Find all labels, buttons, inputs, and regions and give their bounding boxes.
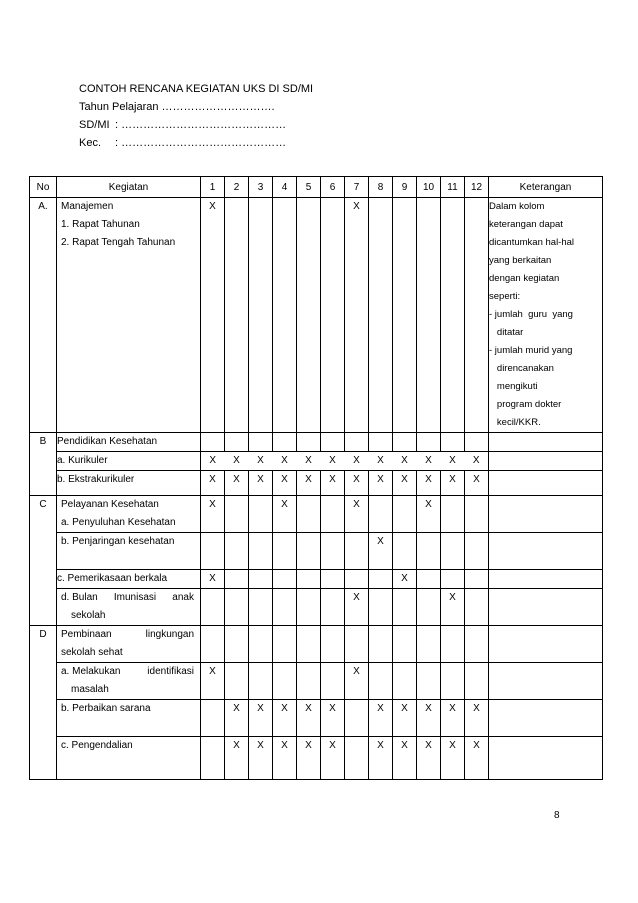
- month-mark: [249, 198, 273, 433]
- keterangan-line: Dalam kolom: [489, 201, 545, 212]
- activity-item-continued: sekolah: [71, 610, 106, 621]
- month-mark: [297, 589, 321, 626]
- keterangan-line: seperti:: [489, 291, 521, 302]
- month-mark: X: [345, 663, 369, 700]
- month-mark: [345, 700, 369, 737]
- month-mark: X: [417, 700, 441, 737]
- month-mark: [321, 496, 345, 533]
- month-mark: [273, 570, 297, 589]
- month-mark: [321, 589, 345, 626]
- month-mark: X: [297, 737, 321, 780]
- month-mark: X: [345, 452, 369, 471]
- month-mark: X: [201, 663, 225, 700]
- month-mark: [417, 533, 441, 570]
- header-kegiatan: Kegiatan: [57, 177, 201, 198]
- month-mark: [249, 663, 273, 700]
- header-month: 11: [441, 177, 465, 198]
- month-mark: X: [201, 198, 225, 433]
- table-row: [30, 663, 603, 700]
- table-row: [30, 452, 603, 471]
- month-mark: X: [273, 700, 297, 737]
- month-mark: X: [393, 570, 417, 589]
- sdmi-value: : ………………………………………: [115, 119, 287, 131]
- section-number: B: [30, 433, 57, 496]
- month-mark: X: [249, 452, 273, 471]
- table-row: [30, 198, 603, 433]
- month-mark: [201, 533, 225, 570]
- month-mark: X: [345, 496, 369, 533]
- table-row: [30, 570, 603, 589]
- section-number: A.: [30, 198, 57, 433]
- month-mark: [441, 663, 465, 700]
- month-mark: X: [345, 471, 369, 496]
- month-mark: [441, 198, 465, 433]
- activity-item: c. Pengendalian: [61, 740, 133, 751]
- month-mark: X: [273, 737, 297, 780]
- month-mark: [393, 533, 417, 570]
- month-mark: [417, 589, 441, 626]
- month-mark: X: [441, 737, 465, 780]
- sdmi-label: SD/MI: [79, 119, 110, 131]
- month-mark: [369, 570, 393, 589]
- activity-cell: [57, 589, 201, 626]
- month-mark: [465, 570, 489, 589]
- header-month: 9: [393, 177, 417, 198]
- month-mark: [393, 663, 417, 700]
- month-mark: [249, 570, 273, 589]
- month-mark: X: [441, 589, 465, 626]
- month-mark: X: [441, 471, 465, 496]
- activity-item-continued: masalah: [71, 684, 109, 695]
- table-row: [30, 737, 603, 780]
- month-mark: X: [417, 737, 441, 780]
- section-title: Manajemen: [61, 201, 114, 212]
- month-mark: X: [465, 700, 489, 737]
- month-mark: [465, 533, 489, 570]
- month-mark: X: [465, 452, 489, 471]
- month-mark: [201, 589, 225, 626]
- month-mark: X: [345, 589, 369, 626]
- month-mark: X: [297, 700, 321, 737]
- month-mark: X: [201, 496, 225, 533]
- month-mark: [249, 533, 273, 570]
- month-mark: [417, 198, 441, 433]
- header-month: 3: [249, 177, 273, 198]
- section-number: C: [30, 496, 57, 626]
- month-mark: [345, 737, 369, 780]
- month-mark: X: [225, 471, 249, 496]
- kec-label: Kec.: [79, 137, 102, 149]
- month-mark: [345, 570, 369, 589]
- keterangan-line: dicantumkan hal-hal: [489, 237, 575, 248]
- activity-item: b. Perbaikan sarana: [61, 703, 151, 714]
- month-mark: [225, 589, 249, 626]
- month-mark: [273, 589, 297, 626]
- month-mark: [441, 570, 465, 589]
- section-title-continued: sekolah sehat: [61, 647, 123, 658]
- month-mark: [225, 663, 249, 700]
- month-mark: [297, 496, 321, 533]
- month-mark: X: [369, 533, 393, 570]
- month-mark: [225, 496, 249, 533]
- activity-item: a. Kurikuler: [57, 452, 201, 471]
- month-mark: [417, 570, 441, 589]
- section-number: D: [30, 626, 57, 780]
- month-mark: X: [201, 471, 225, 496]
- section-title: Pembinaan lingkungan: [61, 629, 194, 640]
- month-mark: X: [393, 737, 417, 780]
- header-month: 12: [465, 177, 489, 198]
- keterangan-line: kecil/KKR.: [489, 417, 541, 428]
- activity-item: 2. Rapat Tengah Tahunan: [61, 237, 176, 248]
- month-mark: [369, 663, 393, 700]
- activity-cell: [57, 737, 201, 780]
- activity-plan-table: [29, 176, 603, 780]
- month-mark: [369, 496, 393, 533]
- header-month: 6: [321, 177, 345, 198]
- month-mark: X: [225, 700, 249, 737]
- month-mark: [201, 737, 225, 780]
- keterangan-line: direncanakan: [489, 363, 554, 374]
- month-mark: [321, 533, 345, 570]
- section-activity: [57, 198, 201, 433]
- month-mark: X: [393, 471, 417, 496]
- keterangan-cell: [489, 198, 603, 433]
- month-mark: X: [321, 452, 345, 471]
- activity-item: b. Penjaringan kesehatan: [61, 536, 175, 547]
- month-mark: [273, 533, 297, 570]
- activity-cell: [57, 663, 201, 700]
- month-mark: X: [249, 737, 273, 780]
- month-mark: X: [225, 737, 249, 780]
- activity-item: d. Bulan Imunisasi anak: [61, 592, 194, 603]
- month-mark: [465, 198, 489, 433]
- keterangan-line: dengan kegiatan: [489, 273, 560, 284]
- header-keterangan: Keterangan: [489, 177, 603, 198]
- table-row: [30, 533, 603, 570]
- month-mark: [201, 700, 225, 737]
- month-mark: [441, 496, 465, 533]
- kec-value: : ………………………………………: [115, 137, 287, 149]
- month-mark: X: [273, 496, 297, 533]
- month-mark: X: [369, 471, 393, 496]
- month-mark: X: [345, 198, 369, 433]
- table-row: [30, 589, 603, 626]
- activity-cell: [57, 533, 201, 570]
- month-mark: X: [249, 471, 273, 496]
- table-row: [30, 626, 603, 663]
- keterangan-line: yang berkaitan: [489, 255, 552, 266]
- section-activity: [57, 496, 201, 533]
- table-row: [30, 433, 603, 452]
- activity-cell: [57, 700, 201, 737]
- month-mark: X: [417, 496, 441, 533]
- sdmi-line: [79, 116, 313, 134]
- section-title: Pelayanan Kesehatan: [61, 499, 159, 510]
- month-mark: X: [441, 700, 465, 737]
- month-mark: [465, 589, 489, 626]
- month-mark: X: [321, 700, 345, 737]
- month-mark: X: [225, 452, 249, 471]
- month-mark: X: [249, 700, 273, 737]
- month-mark: [465, 496, 489, 533]
- activity-item: a. Melakukan identifikasi: [61, 666, 194, 677]
- month-mark: X: [369, 452, 393, 471]
- month-mark: X: [273, 471, 297, 496]
- month-mark: X: [417, 452, 441, 471]
- section-activity: [57, 626, 201, 663]
- header-month: 2: [225, 177, 249, 198]
- month-mark: X: [393, 452, 417, 471]
- month-mark: [417, 663, 441, 700]
- month-mark: [249, 496, 273, 533]
- month-mark: [225, 570, 249, 589]
- month-mark: [465, 663, 489, 700]
- month-mark: X: [369, 737, 393, 780]
- activity-item: b. Ekstrakurikuler: [57, 471, 201, 496]
- activity-item: c. Pemerikasaan berkala: [57, 570, 201, 589]
- keterangan-line: - jumlah guru yang: [489, 309, 573, 320]
- header-month: 10: [417, 177, 441, 198]
- month-mark: X: [297, 452, 321, 471]
- month-mark: [297, 663, 321, 700]
- header-month: 7: [345, 177, 369, 198]
- document-header: [79, 80, 313, 152]
- table-row: [30, 471, 603, 496]
- header-month: 4: [273, 177, 297, 198]
- section-title: Pendidikan Kesehatan: [57, 433, 201, 452]
- month-mark: [297, 198, 321, 433]
- header-month: 8: [369, 177, 393, 198]
- month-mark: X: [321, 737, 345, 780]
- month-mark: X: [297, 471, 321, 496]
- month-mark: [225, 198, 249, 433]
- month-mark: [393, 589, 417, 626]
- month-mark: [321, 570, 345, 589]
- month-mark: X: [201, 452, 225, 471]
- month-mark: [369, 589, 393, 626]
- keterangan-line: ditatar: [489, 327, 524, 338]
- month-mark: [273, 663, 297, 700]
- month-mark: [321, 198, 345, 433]
- month-mark: [393, 198, 417, 433]
- month-mark: [297, 570, 321, 589]
- page-number: 8: [554, 810, 560, 821]
- month-mark: [369, 198, 393, 433]
- month-mark: [321, 663, 345, 700]
- table-header-row: [30, 177, 603, 198]
- header-month: 1: [201, 177, 225, 198]
- month-mark: X: [417, 471, 441, 496]
- activity-item: 1. Rapat Tahunan: [61, 219, 140, 230]
- month-mark: [393, 496, 417, 533]
- keterangan-line: program dokter: [489, 399, 562, 410]
- document-title: CONTOH RENCANA KEGIATAN UKS DI SD/MI: [79, 83, 314, 95]
- month-mark: X: [201, 570, 225, 589]
- month-mark: [249, 589, 273, 626]
- tahun-pelajaran: Tahun Pelajaran ………………………….: [79, 101, 275, 113]
- activity-item: a. Penyuluhan Kesehatan: [61, 517, 176, 528]
- month-mark: X: [465, 737, 489, 780]
- month-mark: X: [273, 452, 297, 471]
- header-month: 5: [297, 177, 321, 198]
- month-mark: [225, 533, 249, 570]
- table-row: [30, 496, 603, 533]
- kec-line: [79, 134, 313, 152]
- keterangan-line: - jumlah murid yang: [489, 345, 573, 356]
- month-mark: X: [321, 471, 345, 496]
- month-mark: X: [441, 452, 465, 471]
- month-mark: X: [393, 700, 417, 737]
- month-mark: [345, 533, 369, 570]
- month-mark: [297, 533, 321, 570]
- table-row: [30, 700, 603, 737]
- month-mark: X: [369, 700, 393, 737]
- month-mark: [441, 533, 465, 570]
- month-mark: [273, 198, 297, 433]
- keterangan-line: keterangan dapat: [489, 219, 563, 230]
- month-mark: X: [465, 471, 489, 496]
- keterangan-line: mengikuti: [489, 381, 538, 392]
- header-no: No: [30, 177, 57, 198]
